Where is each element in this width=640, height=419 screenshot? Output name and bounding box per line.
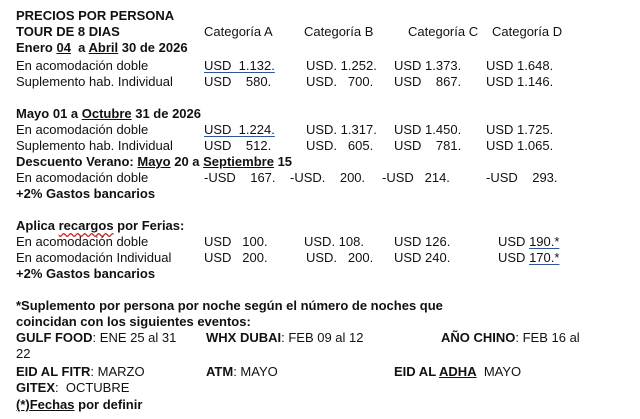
event-ano-chino: AÑO CHINO: FEB 16 al: [441, 330, 580, 345]
row-label: En acomodación doble: [16, 170, 149, 185]
row-label: Suplemento hab. Individual: [16, 138, 173, 153]
bank-fee-note: +2% Gastos bancarios: [16, 266, 156, 281]
price-cell: USD 100.: [204, 234, 268, 249]
price-cell: USD 867.: [394, 74, 462, 89]
supplement-note-line-2: coincidan con los siguientes eventos:: [16, 314, 251, 329]
price-cell: USD 1.146.: [486, 74, 554, 89]
event-eid-al-adha: EID AL ADHA MAYO: [394, 364, 522, 379]
row-label: En acomodación doble: [16, 58, 149, 73]
price-cell: USD. 1.317.: [306, 122, 377, 137]
price-cell: USD 781.: [394, 138, 462, 153]
page-title: PRECIOS POR PERSONA: [16, 8, 175, 23]
fairs-heading: Aplica recargos por Ferias:: [16, 218, 185, 233]
price-cell: USD 1.450.: [394, 122, 462, 137]
price-cell: USD 580.: [204, 74, 272, 89]
price-cell: USD 1.132.: [204, 58, 275, 73]
row-label: Suplemento hab. Individual: [16, 74, 173, 89]
price-cell: USD 1.373.: [394, 58, 462, 73]
price-cell: USD 240.: [394, 250, 451, 265]
row-label: En acomodación Individual: [16, 250, 172, 265]
price-cell: USD 1.648.: [486, 58, 554, 73]
price-cell: -USD 293.: [486, 170, 558, 185]
event-gitex: GITEX: OCTUBRE: [16, 380, 130, 395]
price-cell: USD 200.: [204, 250, 268, 265]
event-eid-al-fitr: EID AL FITR: MARZO: [16, 364, 145, 379]
price-cell: USD. 1.252.: [306, 58, 377, 73]
period-2-heading: Mayo 01 a Octubre 31 de 2026: [16, 106, 201, 121]
price-cell: -USD. 200.: [290, 170, 366, 185]
period-1-heading: Enero 04 a Abril 30 de 2026: [16, 40, 188, 55]
category-c-header: Categoría C: [408, 24, 479, 39]
event-wrap-text: 22: [16, 346, 31, 361]
price-cell: USD. 605.: [306, 138, 374, 153]
bank-fee-note: +2% Gastos bancarios: [16, 186, 156, 201]
price-cell: USD. 108.: [304, 234, 364, 249]
price-cell: USD 126.: [394, 234, 451, 249]
summer-discount-heading: Descuento Verano: Mayo 20 a Septiembre 15: [16, 154, 293, 169]
price-cell: USD 512.: [204, 138, 272, 153]
price-cell: -USD 167.: [204, 170, 276, 185]
category-a-header: Categoría A: [204, 24, 273, 39]
price-cell: USD. 200.: [306, 250, 374, 265]
event-whx-dubai: WHX DUBAI: FEB 09 al 12: [206, 330, 364, 345]
category-b-header: Categoría B: [304, 24, 374, 39]
category-d-header: Categoría D: [492, 24, 563, 39]
price-cell: USD 1.224.: [204, 122, 275, 137]
price-cell: USD 190.*: [498, 234, 560, 249]
event-gulf-food: GULF FOOD: ENE 25 al 31: [16, 330, 177, 345]
price-cell: USD 1.725.: [486, 122, 554, 137]
row-label: En acomodación doble: [16, 122, 149, 137]
price-cell: USD 1.065.: [486, 138, 554, 153]
price-cell: USD 170.*: [498, 250, 560, 265]
event-atm: ATM: MAYO: [206, 364, 278, 379]
dates-tbd-note: (*)Fechas por definir: [16, 397, 143, 412]
price-cell: -USD 214.: [382, 170, 450, 185]
price-cell: USD. 700.: [306, 74, 374, 89]
supplement-note-line-1: *Suplemento por persona por noche según el número de noches que: [16, 298, 443, 313]
row-label: En acomodación doble: [16, 234, 149, 249]
tour-duration: TOUR DE 8 DIAS: [16, 24, 120, 39]
